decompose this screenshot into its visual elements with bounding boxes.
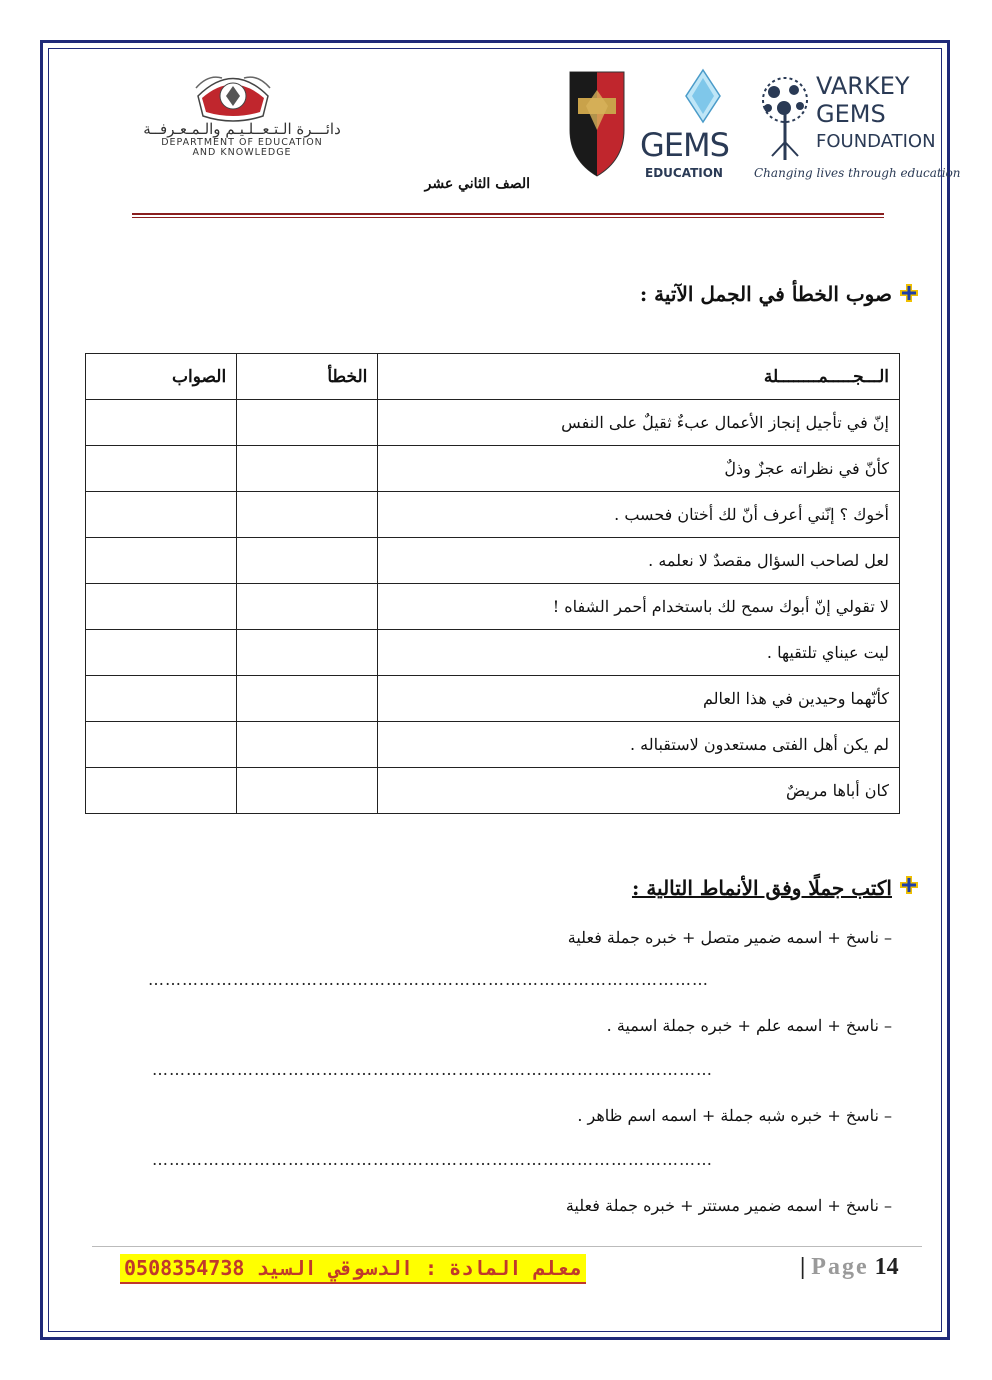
header-divider bbox=[132, 213, 884, 215]
dept-english-name bbox=[92, 138, 392, 158]
varkey-tree-icon bbox=[754, 72, 816, 164]
correction-cell[interactable] bbox=[86, 768, 237, 814]
table-row bbox=[86, 400, 900, 446]
sentence-cell: لا تقولي إنّ أبوك سمح لك باستخدام أحمر الشفاه ! bbox=[378, 584, 900, 630]
answer-line-3[interactable]: ……………………………………………………………………………………… bbox=[152, 1150, 713, 1169]
cambridge-shield-logo bbox=[568, 70, 626, 178]
page-word: Page bbox=[811, 1254, 869, 1280]
sentence-cell: ليت عيناي تلتقيها . bbox=[378, 630, 900, 676]
sentence-cell: كأنّ في نظراته عجزٌ وذلٌ bbox=[378, 446, 900, 492]
table-row bbox=[86, 722, 900, 768]
table-row bbox=[86, 492, 900, 538]
error-cell[interactable] bbox=[237, 722, 378, 768]
teacher-contact: معلم المادة : الدسوقي السيد 0508354738 bbox=[120, 1254, 586, 1284]
error-cell[interactable] bbox=[237, 492, 378, 538]
sentence-cell: لعل لصاحب السؤال مقصدٌ لا نعلمه . bbox=[378, 538, 900, 584]
correction-cell[interactable] bbox=[86, 538, 237, 584]
section2-title: اكتب جملًا وفق الأنماط التالية : bbox=[631, 876, 892, 900]
correction-cell[interactable] bbox=[86, 446, 237, 492]
footer-divider bbox=[92, 1246, 922, 1247]
column-header-error: الخطأ bbox=[237, 354, 378, 400]
correction-table bbox=[85, 353, 900, 814]
page-num: 14 bbox=[874, 1254, 899, 1280]
page-number bbox=[800, 1254, 899, 1281]
sentence-cell: إنّ في تأجيل إنجاز الأعمال عبءٌ ثقيلٌ على النفس bbox=[378, 400, 900, 446]
table-row bbox=[86, 676, 900, 722]
gems-logo-subtext: EDUCATION bbox=[645, 166, 723, 180]
pattern-1: – ناسخ + اسمه ضمير متصل + خبره جملة فعلية bbox=[567, 928, 892, 947]
correction-cell[interactable] bbox=[86, 492, 237, 538]
table-row bbox=[86, 630, 900, 676]
error-cell[interactable] bbox=[237, 768, 378, 814]
error-cell[interactable] bbox=[237, 446, 378, 492]
sentence-cell: كان أباها مريضٌ bbox=[378, 768, 900, 814]
gems-diamond-icon bbox=[684, 68, 722, 124]
sentence-cell: كأنّهما وحيدين في هذا العالم bbox=[378, 676, 900, 722]
pattern-4: – ناسخ + اسمه ضمير مستتر + خبره جملة فعلية bbox=[565, 1196, 892, 1215]
error-cell[interactable] bbox=[237, 538, 378, 584]
varkey-logo-line1: VARKEY bbox=[816, 72, 910, 100]
emblem-logo bbox=[188, 66, 278, 122]
answer-line-2[interactable]: ……………………………………………………………………………………… bbox=[152, 1060, 713, 1079]
correction-cell[interactable] bbox=[86, 676, 237, 722]
error-cell[interactable] bbox=[237, 400, 378, 446]
varkey-tagline: Changing lives through education bbox=[754, 166, 961, 180]
dept-english-line2: AND KNOWLEDGE bbox=[192, 147, 292, 158]
sentence-cell: لم يكن أهل الفتى مستعدون لاستقباله . bbox=[378, 722, 900, 768]
correction-cell[interactable] bbox=[86, 722, 237, 768]
table-row bbox=[86, 446, 900, 492]
answer-line-1[interactable]: ……………………………………………………………………………………… bbox=[148, 970, 709, 989]
grade-label: الصف الثاني عشر bbox=[424, 176, 530, 192]
correction-cell[interactable] bbox=[86, 630, 237, 676]
pattern-2: – ناسخ + اسمه علم + خبره جملة اسمية . bbox=[606, 1016, 892, 1035]
section1-title: صوب الخطأ في الجمل الآتية : bbox=[639, 282, 892, 306]
table-row bbox=[86, 584, 900, 630]
table-header-row bbox=[86, 354, 900, 400]
error-cell[interactable] bbox=[237, 584, 378, 630]
varkey-logo-line3: FOUNDATION bbox=[816, 131, 936, 152]
sentence-cell: أخوك ؟ إنّني أعرف أنّ لك أختان فحسب . bbox=[378, 492, 900, 538]
bullet-plus-icon bbox=[900, 284, 918, 302]
dept-arabic-name: دائـــرة الـتـعــلـيـم والـمـعـرفــة bbox=[143, 120, 341, 138]
correction-cell[interactable] bbox=[86, 400, 237, 446]
pattern-3: – ناسخ + خبره شبه جملة + اسمه اسم ظاهر . bbox=[577, 1106, 892, 1125]
dept-english-line1: DEPARTMENT OF EDUCATION bbox=[161, 137, 323, 148]
error-cell[interactable] bbox=[237, 676, 378, 722]
correction-cell[interactable] bbox=[86, 584, 237, 630]
column-header-sentence: الـــجـــــمــــــــلة bbox=[378, 354, 900, 400]
table-row bbox=[86, 538, 900, 584]
page-bar: | bbox=[800, 1254, 806, 1280]
gems-logo-text: GEMS bbox=[640, 126, 729, 164]
bullet-plus-icon bbox=[900, 876, 918, 894]
header-divider-thin bbox=[132, 217, 884, 218]
column-header-correction: الصواب bbox=[86, 354, 237, 400]
varkey-logo-line2: GEMS bbox=[816, 100, 886, 128]
table-row bbox=[86, 768, 900, 814]
error-cell[interactable] bbox=[237, 630, 378, 676]
